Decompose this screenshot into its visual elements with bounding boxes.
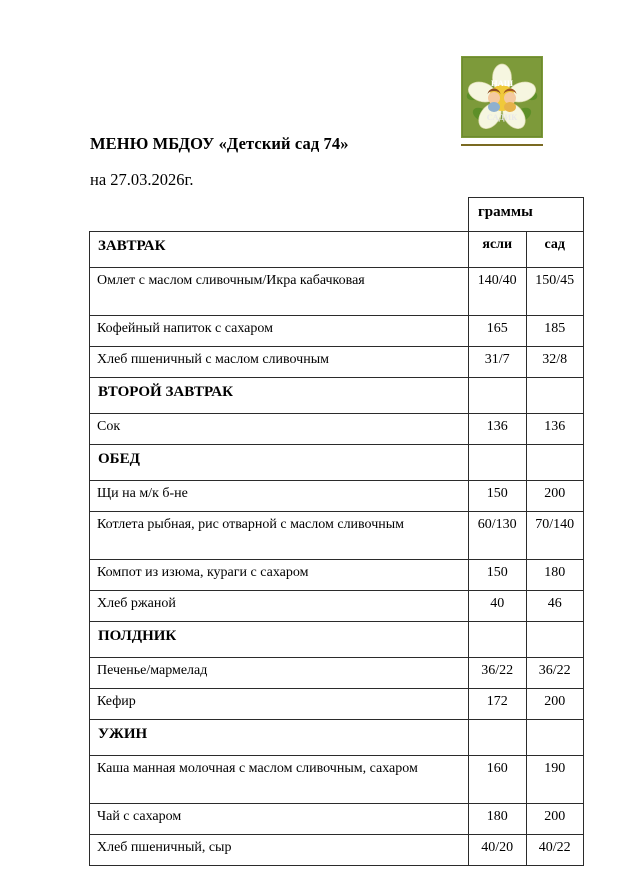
grams-garden: 32/8 bbox=[526, 347, 584, 378]
grams-garden: 70/140 bbox=[526, 512, 584, 560]
grams-nursery: 36/22 bbox=[469, 658, 527, 689]
menu-dish-row bbox=[90, 414, 584, 445]
menu-section-row bbox=[90, 445, 584, 481]
grams-nursery: 165 bbox=[469, 316, 527, 347]
dish-name: Щи на м/к б-не bbox=[90, 481, 469, 512]
grams-nursery bbox=[469, 378, 527, 414]
menu-dish-row bbox=[90, 756, 584, 804]
grams-garden: 200 bbox=[526, 689, 584, 720]
grams-nursery: 140/40 bbox=[469, 268, 527, 316]
grams-nursery: 180 bbox=[469, 804, 527, 835]
section-name: ВТОРОЙ ЗАВТРАК bbox=[90, 378, 469, 414]
menu-dish-row bbox=[90, 591, 584, 622]
dish-name: Сок bbox=[90, 414, 469, 445]
menu-section-row bbox=[90, 232, 584, 268]
logo-text-line2: САДИК bbox=[486, 112, 518, 122]
dish-name: Каша манная молочная с маслом сливочным, сахаром bbox=[90, 756, 469, 804]
grams-nursery: 172 bbox=[469, 689, 527, 720]
grams-garden: 200 bbox=[526, 481, 584, 512]
column-header-nursery: ясли bbox=[469, 232, 527, 268]
dish-name: Омлет с маслом сливочным/Икра кабачковая bbox=[90, 268, 469, 316]
menu-dish-row bbox=[90, 689, 584, 720]
dish-name: Компот из изюма, кураги с сахаром bbox=[90, 560, 469, 591]
dish-name: Хлеб пшеничный, сыр bbox=[90, 835, 469, 866]
dish-name: Хлеб пшеничный с маслом сливочным bbox=[90, 347, 469, 378]
menu-date: на 27.03.2026г. bbox=[90, 170, 194, 189]
kindergarten-logo bbox=[461, 56, 543, 138]
grams-nursery bbox=[469, 445, 527, 481]
grams-garden: 185 bbox=[526, 316, 584, 347]
grams-garden: 36/22 bbox=[526, 658, 584, 689]
column-header-garden: сад bbox=[526, 232, 584, 268]
grams-garden: 180 bbox=[526, 560, 584, 591]
grams-garden bbox=[526, 720, 584, 756]
grams-garden bbox=[526, 378, 584, 414]
menu-dish-row bbox=[90, 512, 584, 560]
grams-nursery: 136 bbox=[469, 414, 527, 445]
menu-dish-row bbox=[90, 347, 584, 378]
page-title: МЕНЮ МБДОУ «Детский сад 74» bbox=[90, 134, 349, 153]
grams-garden bbox=[526, 622, 584, 658]
grams-nursery bbox=[469, 720, 527, 756]
grams-garden: 40/22 bbox=[526, 835, 584, 866]
menu-dish-row bbox=[90, 804, 584, 835]
grams-garden: 190 bbox=[526, 756, 584, 804]
section-name: ОБЕД bbox=[90, 445, 469, 481]
menu-table bbox=[89, 197, 584, 866]
menu-dish-row bbox=[90, 560, 584, 591]
logo-text-line1: НАШ bbox=[490, 78, 514, 88]
grams-header-cell: граммы bbox=[469, 198, 584, 232]
menu-dish-row bbox=[90, 268, 584, 316]
menu-table-body bbox=[90, 198, 584, 866]
menu-section-row bbox=[90, 622, 584, 658]
dish-name: Кефир bbox=[90, 689, 469, 720]
grams-nursery: 40 bbox=[469, 591, 527, 622]
grams-nursery: 31/7 bbox=[469, 347, 527, 378]
dish-name: Чай с сахаром bbox=[90, 804, 469, 835]
grams-nursery bbox=[469, 622, 527, 658]
menu-section-row bbox=[90, 378, 584, 414]
grams-garden bbox=[526, 445, 584, 481]
dish-name: Котлета рыбная, рис отварной с маслом сливочным bbox=[90, 512, 469, 560]
section-name: ПОЛДНИК bbox=[90, 622, 469, 658]
grams-nursery: 160 bbox=[469, 756, 527, 804]
grams-garden: 150/45 bbox=[526, 268, 584, 316]
grams-nursery: 150 bbox=[469, 560, 527, 591]
grams-header-row bbox=[90, 198, 584, 232]
grams-garden: 200 bbox=[526, 804, 584, 835]
grams-garden: 136 bbox=[526, 414, 584, 445]
dish-name: Кофейный напиток с сахаром bbox=[90, 316, 469, 347]
menu-section-row bbox=[90, 720, 584, 756]
menu-dish-row bbox=[90, 658, 584, 689]
menu-dish-row bbox=[90, 481, 584, 512]
logo-underline bbox=[461, 144, 543, 146]
grams-nursery: 60/130 bbox=[469, 512, 527, 560]
grams-garden: 46 bbox=[526, 591, 584, 622]
menu-dish-row bbox=[90, 835, 584, 866]
section-name: УЖИН bbox=[90, 720, 469, 756]
grams-nursery: 40/20 bbox=[469, 835, 527, 866]
dish-name: Печенье/мармелад bbox=[90, 658, 469, 689]
corner-blank-cell bbox=[90, 198, 469, 232]
menu-dish-row bbox=[90, 316, 584, 347]
grams-nursery: 150 bbox=[469, 481, 527, 512]
dish-name: Хлеб ржаной bbox=[90, 591, 469, 622]
section-name: ЗАВТРАК bbox=[90, 232, 469, 268]
